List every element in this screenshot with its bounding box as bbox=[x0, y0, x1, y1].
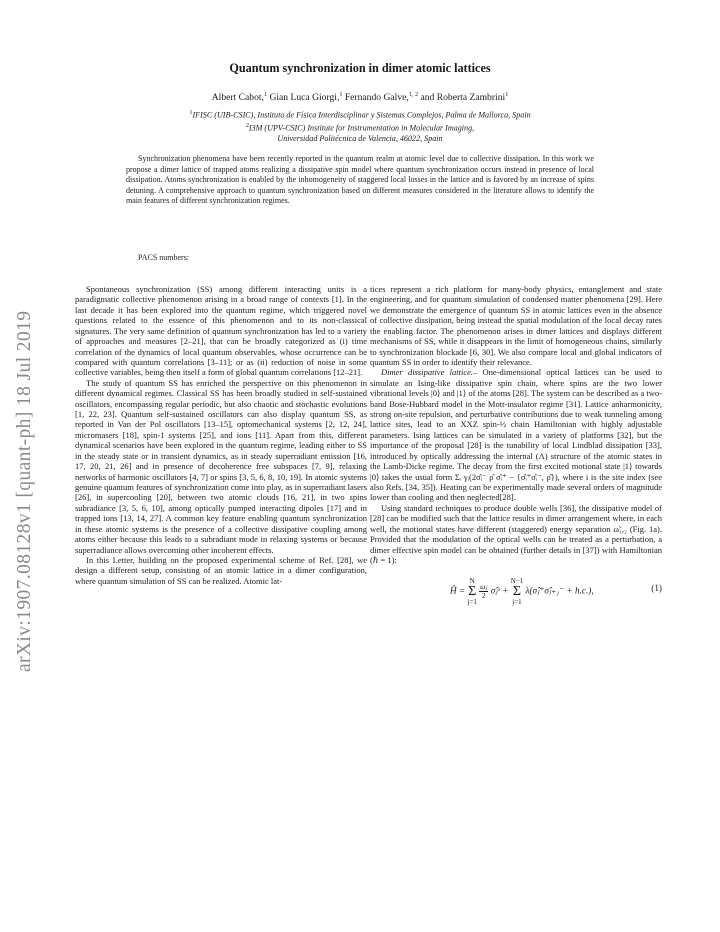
equation-1 bbox=[370, 571, 662, 607]
author-list bbox=[60, 91, 660, 103]
author-name: Albert Cabot, bbox=[211, 92, 264, 104]
affiliations bbox=[60, 108, 660, 145]
body-column-left bbox=[75, 284, 367, 586]
arxiv-identifier: arXiv:1907.08128v1 [quant-ph] 18 Jul 2019 bbox=[14, 310, 35, 672]
body-column-right bbox=[370, 284, 662, 607]
body-paragraph: Dimer dissipative lattice.– One-dimensional optical lattices can be used to simulate an Ising-like dissipative spin chain, where spins are the two lower vibrational levels |0⟩ and |1⟩ of the atoms [28]. The system can be described as a two-band Bose-Hubbard model in the Mott-insulator regime [31]. Lattice anharmonicity, strong on-site repulsion, and perturbative contributions due to weak tunneling among lattice sites, lead to an XXZ spin-½ chain Hamiltonian with highly adjustable parameters. Ising lattices can be simulated in a variety of platforms [32], but the importance of the proposal [28] is the tunability of local Lindblad dissipation [33], introduced by optically addressing the internal (Λ) structure of the atomic states in the Lamb-Dicke regime. The decay from the first excited motional state |1⟩ towards |0⟩ takes the usual form Σᵢ γᵢ(2σ̂ᵢ⁻ ρ̂ σ̂ᵢ⁺ − {σ̂ᵢ⁺σ̂ᵢ⁻, ρ̂}), where i is the site index (see also Refs. [34, 35]). Heating can be experimentally made several orders of magnitude lower than cooling and then neglected[28]. bbox=[370, 367, 663, 503]
paper-title: Quantum synchronization in dimer atomic lattices bbox=[229, 61, 491, 75]
affiliation-mark: 2 bbox=[245, 122, 249, 130]
author-affiliation-mark: 1 bbox=[505, 91, 509, 98]
affiliation-line: Universidad Politécnica de Valencia, 46022, Spain bbox=[277, 134, 443, 144]
affiliation-line: $^1$IFISC (UIB-CSIC), Instituto de Física Interdisciplinar y Sistemas Complejos, Palma de Mallorca, Spain bbox=[189, 109, 531, 120]
equation-body bbox=[450, 577, 594, 606]
body-paragraph: In this Letter, building on the proposed experimental scheme of Ref. [28], we design a different setup, consisting of an atomic lattice in a dimer configuration, where quantum simulation of SS can be realized. Atomic lat- bbox=[75, 554, 367, 586]
equation-term: σ̂ⱼᶻ + bbox=[490, 586, 509, 596]
author-affiliation-mark: 1 bbox=[263, 91, 268, 98]
pacs-numbers: PACS numbers: bbox=[138, 253, 190, 262]
section-runin-heading: Dimer dissipative lattice. bbox=[381, 367, 474, 378]
author-name: Fernando Galve, bbox=[342, 92, 409, 104]
fraction: $\frac{\text{ωⱼ}}{2}$ bbox=[480, 582, 488, 601]
summation-symbol: N Σ j=1 bbox=[467, 577, 477, 607]
body-paragraph: Spontaneous synchronization (SS) among different interacting units is a paradigmatic collective phenomenon arising in a broad range of contexts [1]. In the last decade it has been explored into the quantum regime, which triggered novel questions related to the essence of this phenomenon and to its non-classical signatures. The very same definition of quantum synchronization has led to a variety of approaches and measures [2–21], that can be broadly categorized as (i) time correlation of the dynamics of local quantum observables, whose occurrence can be compared with quantum correlations [3–11]; or as (ii) reduction of noise in some collective variables, being then itself a form of global quantum correlations [12–21]. bbox=[75, 284, 367, 378]
affiliation-mark: 1 bbox=[189, 109, 193, 116]
body-paragraph: tices represent a rich platform for many-body physics, entanglement and state engineering, and for quantum simulation of condensed matter phenomena [29]. Here we demonstrate the emergence of quantum SS in atomic lattices even in the absence of collective dissipation, being instead the spatial modulation of the local decay rates the enabling factor. The phenomenon arises in dimer lattices and displays different mechanisms of SS, while it disappears in the limit of homogeneous chains, similarly to synchronization blockade [6, 30]. We also compare local and global indicators of quantum SS in order to identify their relevance. bbox=[370, 284, 662, 367]
author-affiliation-mark: 1 bbox=[339, 91, 343, 98]
summation-symbol: N−1 Σ j=1 bbox=[510, 577, 524, 607]
author-affiliation-mark: 1, 2 bbox=[408, 91, 419, 98]
author-name: and Roberta Zambrini bbox=[418, 92, 506, 104]
inline-formula: Σᵢ γᵢ(2σ̂ᵢ⁻ ρ̂ σ̂ᵢ⁺ − {σ̂ᵢ⁺σ̂ᵢ⁻, ρ̂}), bbox=[454, 471, 560, 482]
body-paragraph: The study of quantum SS has enriched the perspective on this phenomenon in different dynamical regimes. Classical SS has been broadly studied in self-sustained oscillators, encompassing regular periodic, but also chaotic and stochastic evolutions [1, 22, 23]. Quantum self-sustained oscillators can also display quantum SS, as reported in Van der Pol oscillators [13–15], optomechanical systems [2, 12, 24], micromasers [18], spin-1 systems [25], and ions [11]. Apart from this, different dynamical scenarios have been explored in the quantum regime, leading either to SS in the steady state or in transient dynamics, as in steady superradiant emission [16, 17, 20, 21, 26] and in presence of decoherence free subspaces [7, 9], relaxing networks of harmonic oscillators [4, 7] or spins [3, 5, 6, 8, 10, 19]. In atomic systems genuine quantum features of synchronization come into play, as in superradiant lasers [26], in supercooling [20], between two atomic clouds [16, 21], in two spins subradiance [3, 5, 6, 10], among optically pumped interacting dipoles [17] and in trapped ions [13, 14, 27]. A common key feature enabling quantum synchronization in these atomic systems is the presence of a collective dissipative coupling among atoms either because this leads to a subradiant mode in relaxing systems or because superradiance allows overcoming other incoherent effects. bbox=[75, 377, 367, 555]
equation-term: λ(σ̂ⱼ⁺σ̂ⱼ₊₁⁻ + h.c.), bbox=[525, 586, 594, 596]
equation-lhs: Ĥ = bbox=[450, 586, 466, 596]
equation-number: (1) bbox=[651, 583, 662, 594]
author-name: Gian Luca Giorgi, bbox=[267, 92, 340, 104]
affiliation-line: $^2$I3M (UPV-CSIC) Institute for Instrumentation in Molecular Imaging, bbox=[245, 122, 475, 133]
body-paragraph: Using standard techniques to produce double wells [36], the dissipative model of [28] can be modified such that the lattice results in dimer arrangement where, in each well, the motional states have different (staggered) energy separation ω̃₁,₂ (Fig. 1a). Provided that the modulation of the optical wells can be treated as a perturbation, a dimer effective spin model can be obtained (further details in [37]) with Hamiltonian (ℏ = 1): bbox=[370, 502, 662, 565]
abstract: Synchronization phenomena have been recently reported in the quantum realm at atomic level due to collective dissipation. In this work we propose a dimer lattice of trapped atoms realizing a dissipative spin model where quantum synchronization occurs instead in presence of local dissipation. Atoms synchronization is enabled by the inhomogeneity of staggered local losses in the lattice and is favored by an increase of spins detuning. A comprehensive approach to quantum synchronization based on different measures considered in the literature allows to identify the main features of different synchronization regimes. bbox=[126, 154, 594, 206]
